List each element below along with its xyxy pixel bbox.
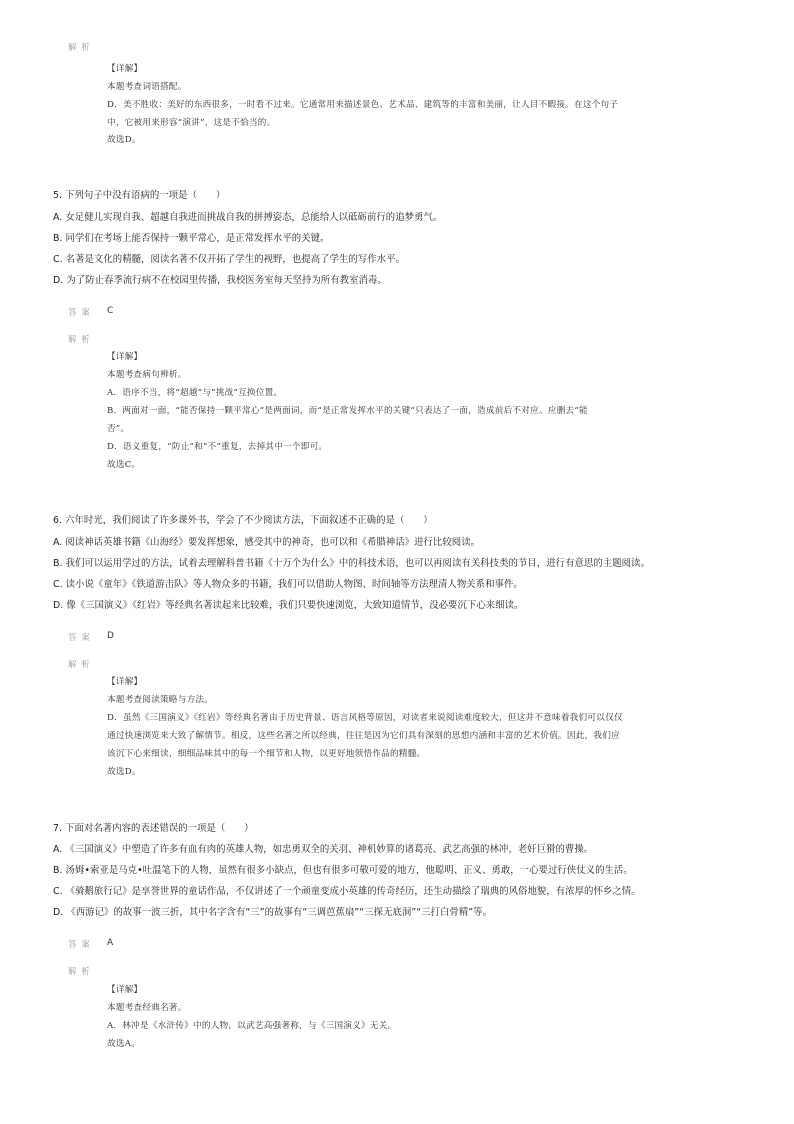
question-option: A. 阅读神话英雄书籍《山海经》要发挥想象，感受其中的神奇，也可以和《希腊神话》进行比较阅读。 [53, 537, 481, 548]
question-option: A. 女足健儿实现自我、超越自我进而挑战自我的拼搏姿态，总能给人以砥砺前行的追梦勇气。 [53, 212, 443, 223]
analysis-label: 解 析 [68, 43, 91, 53]
question-option: B. 同学们在考场上能否保持一颗平常心，是正常发挥水平的关键。 [53, 233, 330, 244]
question-stem: 5. 下列句子中没有语病的一项是（ ） [53, 190, 226, 201]
answer-value: A [107, 938, 114, 948]
analysis-line: B．两面对一面，“能否保持一颗平常心”是两面词，而“是正常发挥水平的关键”只表达了一面，造成前后不对应。应删去“能 [107, 406, 588, 416]
analysis-line: D．虽然《三国演义》《红岩》等经典名著由于历史背景、语言风格等原因，对读者来说阅读难度较大，但这并不意味着我们可以仅仅 [107, 713, 623, 723]
answer-value: D [107, 631, 114, 641]
analysis-line: 该沉下心来细读，细细品味其中的每一个细节和人物，以更好地领悟作品的精髓。 [107, 749, 426, 759]
question-option: B. 汤姆•索亚是马克•吐温笔下的人物，虽然有很多小缺点，但也有很多可敬可爱的地方，他聪明、正义、勇敢，一心要过行侠仗义的生活。 [53, 865, 633, 876]
analysis-line: 【详解】 [107, 64, 143, 74]
question-option: D. 为了防止春季流行病不在校园里传播，我校医务室每天坚持为所有教室消毒。 [53, 275, 387, 286]
analysis-line: 【详解】 [107, 352, 143, 362]
question-option: D. 像《三国演义》《红岩》等经典名著读起来比较难，我们只要快速浏览，大致知道情节，没必要沉下心来细读。 [53, 600, 524, 611]
analysis-line: 【详解】 [107, 677, 143, 687]
analysis-line: 否”。 [107, 424, 130, 434]
analysis-line: 中，它被用来形容“演讲”，这是不恰当的。 [107, 118, 276, 128]
analysis-line: 故选D。 [107, 135, 141, 145]
answer-label: 答 案 [68, 940, 91, 950]
answer-value: C [107, 306, 114, 316]
question-option: D. 《西游记》的故事一波三折，其中名字含有“三”的故事有“三调芭蕉扇”“三探无底洞”“三打白骨精”等。 [53, 907, 493, 918]
analysis-line: 本题考查病句辨析。 [107, 370, 187, 380]
analysis-line: D．语义重复，“防止”和“不”重复，去掉其中一个即可。 [107, 442, 328, 452]
question-stem: 7. 下面对名著内容的表述错误的一项是（ ） [53, 823, 254, 834]
analysis-line: 【详解】 [107, 985, 143, 995]
analysis-line: 通过快速浏览来大致了解情节。相反，这些名著之所以经典，往往是因为它们具有深刻的思想内涵和丰富的艺术价值。因此，我们应 [107, 731, 620, 741]
question-option: C. 名著是文化的精髓，阅读名著不仅开拓了学生的视野，也提高了学生的写作水平。 [53, 254, 405, 265]
analysis-line: 本题考查阅读策略与方法。 [107, 695, 214, 705]
analysis-label: 解 析 [68, 660, 91, 670]
question-option: A. 《三国演义》中塑造了许多有血有肉的英雄人物，如忠勇双全的关羽、神机妙算的诸葛亮、武艺高强的林冲，老奸巨猾的曹操。 [53, 844, 594, 855]
analysis-line: 故选D。 [107, 767, 141, 777]
question-stem: 6. 六年时光，我们阅读了许多课外书，学会了不少阅读方法，下面叙述不正确的是（ ） [53, 515, 433, 526]
analysis-line: 本题考查经典名著。 [107, 1003, 187, 1013]
answer-label: 答 案 [68, 308, 91, 318]
answer-label: 答 案 [68, 633, 91, 643]
question-option: B. 我们可以运用学过的方法，试着去理解科普书籍《十万个为什么》中的科技术语，也可以再阅读有关科技类的节目，进行有意思的主题阅读。 [53, 558, 650, 569]
analysis-line: A．林冲是《水浒传》中的人物，以武艺高强著称，与《三国演义》无关。 [107, 1021, 397, 1031]
analysis-line: D．美不胜收：美好的东西很多，一时看不过来。它通常用来描述景色、艺术品、建筑等的丰富和美丽，让人目不暇接。在这个句子 [107, 100, 619, 110]
question-option: C. 读小说《童年》《铁道游击队》等人物众多的书籍，我们可以借助人物图、时间轴等方法理清人物关系和事件。 [53, 579, 523, 590]
analysis-line: 本题考查词语搭配。 [107, 82, 187, 92]
analysis-line: 故选C。 [107, 460, 141, 470]
question-option: C. 《骑鹅旅行记》是享誉世界的童话作品，不仅讲述了一个顽童变成小英雄的传奇经历，还生动描绘了瑞典的风俗地貌，有浓厚的怀乡之情。 [53, 886, 641, 897]
analysis-line: 故选A。 [107, 1039, 140, 1049]
analysis-line: A．语序不当，将“超越”与“挑战”互换位置。 [107, 388, 283, 398]
analysis-label: 解 析 [68, 967, 91, 977]
analysis-label: 解 析 [68, 335, 91, 345]
